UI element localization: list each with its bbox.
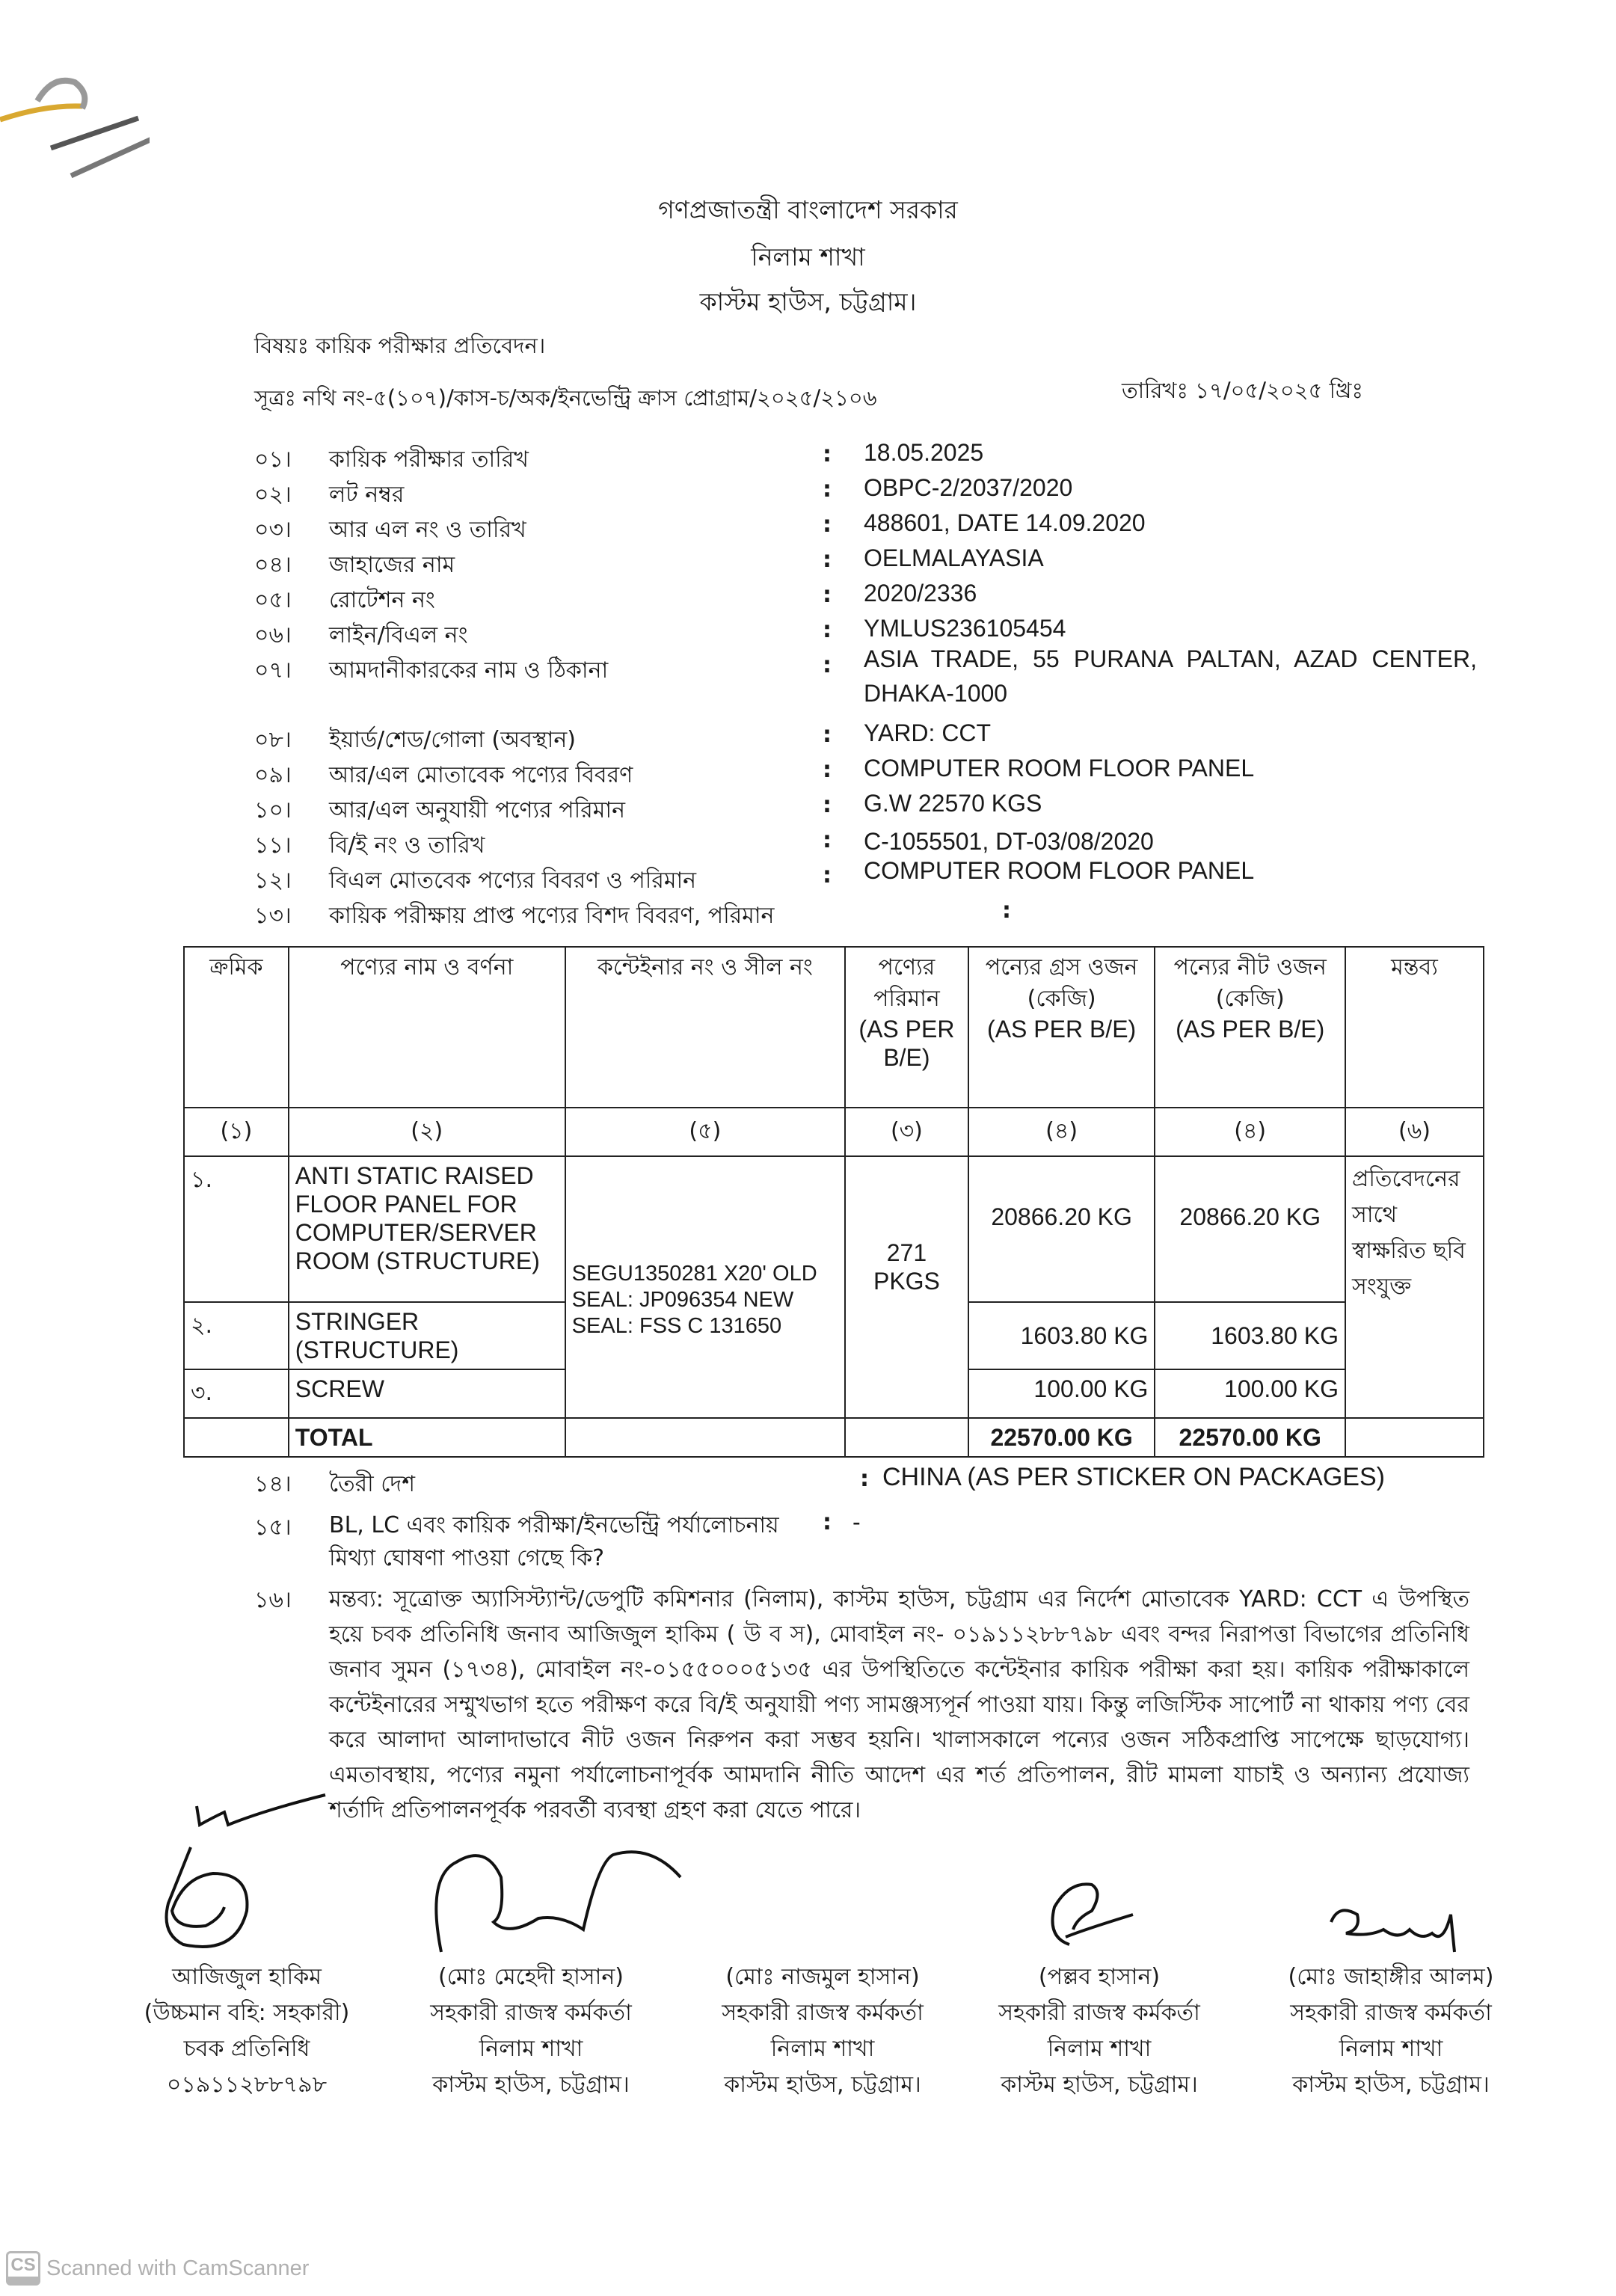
field-number: ০৫।	[254, 587, 292, 613]
field-label: আর/এল অনুযায়ী পণ্যের পরিমান	[329, 797, 625, 823]
field-number: ১০।	[254, 797, 292, 823]
signatory-4	[957, 1959, 1241, 2103]
gross-weight-cell: 1603.80 KG	[968, 1302, 1155, 1369]
field-value: YMLUS236105454	[864, 615, 1066, 642]
signature-1-icon	[138, 1844, 273, 1956]
field-value: C-1055501, DT-03/08/2020	[864, 828, 1154, 855]
field-value: G.W 22570 KGS	[864, 790, 1042, 817]
signatory-org: নিলাম শাখা	[479, 2036, 583, 2062]
colon: :	[823, 476, 832, 503]
column-number: (৫)	[565, 1108, 845, 1156]
signatory-contact: ০১৯১১২৮৮৭৯৮	[166, 2072, 328, 2098]
gross-weight-cell: 100.00 KG	[968, 1369, 1155, 1418]
field-number: ১৫।	[254, 1514, 292, 1541]
net-weight-cell: 1603.80 KG	[1155, 1302, 1345, 1369]
colon: :	[823, 757, 832, 783]
total-label: TOTAL	[289, 1418, 565, 1457]
column-number: (৬)	[1345, 1108, 1484, 1156]
header-text: পণ্যের পরিমান	[873, 954, 940, 1012]
col-header-remarks: মন্তব্য	[1345, 947, 1484, 1108]
initial-mark-icon	[191, 1791, 340, 1836]
government-title: গণপ্রজাতন্ত্রী বাংলাদেশ সরকার	[658, 195, 958, 224]
total-gross-weight: 22570.00 KG	[968, 1418, 1155, 1457]
field-number: ১৪।	[254, 1471, 292, 1497]
field-number: ১১।	[254, 832, 292, 859]
header-text: পন্যের গ্রস ওজন (কেজি)	[985, 954, 1138, 1012]
colon: :	[860, 1466, 869, 1492]
signature-5-icon	[1324, 1900, 1466, 1959]
remarks-cell: প্রতিবেদনের সাথে স্বাক্ষরিত ছবি সংযুক্ত	[1345, 1156, 1484, 1418]
signatory-name: (মোঃ নাজমুল হাসান)	[725, 1964, 920, 1990]
field-value: YARD: CCT	[864, 719, 992, 746]
signatory-org: নিলাম শাখা	[1339, 2036, 1443, 2062]
field-label: লট নম্বর	[329, 482, 405, 508]
field-number: ০৩।	[254, 517, 292, 543]
field-value: COMPUTER ROOM FLOOR PANEL	[864, 755, 1255, 782]
field-number: ০৭।	[254, 657, 292, 684]
signature-4-icon	[1039, 1877, 1152, 1959]
field-value: CHINA (AS PER STICKER ON PACKAGES)	[882, 1463, 1385, 1491]
scanner-watermark	[6, 2251, 309, 2286]
field-number: ০৬।	[254, 622, 292, 648]
field-value: -	[852, 1508, 861, 1535]
colon: :	[823, 582, 832, 608]
colon: :	[823, 617, 832, 643]
colon: :	[823, 512, 832, 538]
item-name-cell: SCREW	[289, 1369, 565, 1418]
field-number: ০২।	[254, 482, 292, 508]
field-label: ইয়ার্ড/শেড/গোলা (অবস্থান)	[329, 727, 576, 753]
field-label: আর/এল মোতাবেক পণ্যের বিবরণ	[329, 762, 633, 788]
signatory-title: সহকারী রাজস্ব কর্মকর্তা	[998, 2000, 1200, 2026]
signatory-office: কাস্টম হাউস, চট্টগ্রাম।	[1292, 2072, 1490, 2098]
field-label: BL, LC এবং কায়িক পরীক্ষা/ইনভেন্ট্রি পর্যালোচনায় মিথ্যা ঘোষণা পাওয়া গেছে কি?	[329, 1512, 779, 1571]
field-value: OBPC-2/2037/2020	[864, 474, 1073, 501]
field-label: তৈরী দেশ	[329, 1471, 415, 1497]
field-number: ০৪।	[254, 552, 292, 578]
reference-line: সূত্রঃ নথি নং-৫(১০৭)/কাস-চ/অক/ইনভেন্ট্রি ক্রাস প্রোগ্রাম/২০২৫/২১০৬	[254, 385, 877, 411]
colon: :	[823, 547, 832, 573]
header-text: (AS PER B/E)	[1176, 1016, 1325, 1043]
column-number: (২)	[289, 1108, 565, 1156]
container-cell: SEGU1350281 X20' OLD SEAL: JP096354 NEW SEAL: FSS C 131650	[565, 1156, 845, 1418]
col-header-serial: ক্রমিক	[184, 947, 289, 1108]
total-net-weight: 22570.00 KG	[1155, 1418, 1345, 1457]
field-label: রোটেশন নং	[329, 587, 435, 613]
signatory-1	[105, 1959, 389, 2103]
subject-line: বিষয়ঃ কায়িক পরীক্ষার প্রতিবেদন।	[254, 333, 546, 358]
serial-cell: ৩.	[184, 1369, 289, 1418]
signatory-title: সহকারী রাজস্ব কর্মকর্তা	[430, 2000, 632, 2026]
field-value: 18.05.2025	[864, 439, 984, 466]
remarks-paragraph: মন্তব্য: সূত্রোক্ত অ্যাসিস্ট্যান্ট/ডেপুটি কমিশনার (নিলাম), কাস্টম হাউস, চট্টগ্রাম এর নির্দেশ মোতাবেক YARD: CCT এ উপস্থিত হয়ে চবক প্রতিনিধি জনাব আজিজুল হাকিম ( উ ব স), মোবাইল নং- ০১৯১১২৮৮৭৯৮ এবং বন্দর নিরাপত্তা বিভাগের প্রতিনিধি জনাব সুমন (১৭৩৪), মোবাইল নং-০১৫৫০০০৫১৩৫ এর উপস্থিতিতে কন্টেইনার কায়িক পরীক্ষা করা হয়। কায়িক পরীক্ষাকালে কন্টেইনারের সম্মুখভাগ হতে পরীক্ষণ করে বি/ই অনুযায়ী পণ্য সামঞ্জস্যপূর্ন পাওয়া যায়। কিন্তু লজিস্টিক সাপোর্ট না থাকায় পণ্য বের করে আলাদা আলাদাভাবে নীট ওজন নিরুপন করা সম্ভব হয়নি। খালাসকালে পন্যের ওজন সঠিকপ্রাপ্তি সাপেক্ষে ছাড়যোগ্য। এমতাবস্থায়, পণ্যের নমুনা পর্যালোচনাপূর্বক আমদানি নীতি আদেশ এর শর্ত প্রতিপালন, রীট মামলা যাচাই ও অন্যান্য প্রযোজ্য শর্তাদি প্রতিপালনপূর্বক পরবর্তী ব্যবস্থা গ্রহণ করা যেতে পারে।	[329, 1586, 1469, 1823]
signature-2-icon	[426, 1847, 725, 1959]
signatory-5	[1249, 1959, 1533, 2103]
empty-cell	[845, 1418, 968, 1457]
signatory-org: নিলাম শাখা	[770, 2036, 875, 2062]
colon: :	[823, 827, 832, 853]
table-row	[184, 1156, 1484, 1302]
item-name-cell: STRINGER (STRUCTURE)	[289, 1302, 565, 1369]
header-text: (AS PER B/E)	[858, 1016, 955, 1071]
field-label: জাহাজের নাম	[329, 552, 455, 578]
net-weight-cell: 100.00 KG	[1155, 1369, 1345, 1418]
colon: :	[823, 862, 832, 888]
col-header-net-weight	[1155, 947, 1345, 1108]
field-value: 2020/2336	[864, 580, 977, 607]
colon: :	[823, 792, 832, 818]
document-date: তারিখঃ ১৭/০৫/২০২৫ খ্রিঃ	[1122, 378, 1363, 403]
gross-weight-cell: 20866.20 KG	[968, 1156, 1155, 1302]
column-number: (১)	[184, 1108, 289, 1156]
field-value: 488601, DATE 14.09.2020	[864, 509, 1146, 536]
colon: :	[1002, 897, 1011, 924]
column-number: (৪)	[968, 1108, 1155, 1156]
branch-title: নিলাম শাখা	[751, 242, 865, 271]
field-number: ১২।	[254, 868, 292, 894]
col-header-quantity	[845, 947, 968, 1108]
signatory-2	[389, 1959, 673, 2103]
camscanner-logo-icon: CS	[6, 2251, 40, 2286]
field-label: বি/ই নং ও তারিখ	[329, 832, 485, 859]
item-name-cell: ANTI STATIC RAISED FLOOR PANEL FOR COMPUTER/SERVER ROOM (STRUCTURE)	[289, 1156, 565, 1302]
signatory-office: কাস্টম হাউস, চট্টগ্রাম।	[1001, 2072, 1198, 2098]
field-number: ০১।	[254, 446, 292, 473]
table-header-row	[184, 947, 1484, 1108]
net-weight-cell: 20866.20 KG	[1155, 1156, 1345, 1302]
signatory-office: কাস্টম হাউস, চট্টগ্রাম।	[432, 2072, 630, 2098]
table-total-row	[184, 1418, 1484, 1457]
field-number: ০৮।	[254, 727, 292, 753]
watermark-text: Scanned with CamScanner	[46, 2256, 310, 2280]
empty-cell	[184, 1418, 289, 1457]
signatory-org: নিলাম শাখা	[1047, 2036, 1152, 2062]
colon: :	[823, 441, 832, 467]
serial-cell: ২.	[184, 1302, 289, 1369]
goods-table	[183, 946, 1484, 1458]
field-value: COMPUTER ROOM FLOOR PANEL	[864, 857, 1255, 884]
office-title: কাস্টম হাউস, চট্টগ্রাম।	[699, 287, 917, 316]
field-value: ASIA TRADE, 55 PURANA PALTAN, AZAD CENTER, DHAKA-1000	[864, 645, 1477, 707]
signatory-name: (মোঃ মেহেদী হাসান)	[438, 1964, 624, 1990]
empty-cell	[1345, 1418, 1484, 1457]
field-value: OELMALAYASIA	[864, 544, 1044, 571]
signatory-name: (মোঃ জাহাঙ্গীর আলম)	[1288, 1964, 1494, 1990]
col-header-name: পণ্যের নাম ও বর্ণনা	[289, 947, 565, 1108]
signatory-title: সহকারী রাজস্ব কর্মকর্তা	[722, 2000, 924, 2026]
signatory-office: কাস্টম হাউস, চট্টগ্রাম।	[724, 2072, 921, 2098]
col-header-gross-weight	[968, 947, 1155, 1108]
field-label: কায়িক পরীক্ষায় প্রাপ্ত পণ্যের বিশদ বিবরণ, পরিমান	[329, 903, 775, 929]
field-label: লাইন/বিএল নং	[329, 622, 468, 648]
signatory-name: আজিজুল হাকিম	[172, 1964, 322, 1990]
staple-mark-icon	[0, 52, 150, 179]
field-number: ০৯।	[254, 762, 292, 788]
colon: :	[823, 722, 832, 748]
column-number: (৪)	[1155, 1108, 1345, 1156]
header-text: পন্যের নীট ওজন (কেজি)	[1173, 954, 1327, 1012]
quantity-cell: 271 PKGS	[845, 1156, 968, 1418]
field-number: ১৩।	[254, 903, 292, 929]
signatory-name: (পল্লব হাসান)	[1038, 1964, 1161, 1990]
field-label: কায়িক পরীক্ষার তারিখ	[329, 446, 529, 473]
empty-cell	[565, 1418, 845, 1457]
column-number-row	[184, 1108, 1484, 1156]
signatory-org: চবক প্রতিনিধি	[183, 2036, 310, 2062]
colon: :	[823, 652, 832, 678]
col-header-container: কন্টেইনার নং ও সীল নং	[565, 947, 845, 1108]
header-text: (AS PER B/E)	[987, 1016, 1137, 1043]
serial-cell: ১.	[184, 1156, 289, 1302]
field-label: আর এল নং ও তারিখ	[329, 517, 526, 543]
field-label: বিএল মোতবেক পণ্যের বিবরণ ও পরিমান	[329, 868, 697, 894]
column-number: (৩)	[845, 1108, 968, 1156]
field-label: আমদানীকারকের নাম ও ঠিকানা	[329, 657, 609, 684]
signatory-title: সহকারী রাজস্ব কর্মকর্তা	[1290, 2000, 1492, 2026]
remarks-number: ১৬।	[254, 1587, 292, 1613]
colon: :	[823, 1509, 832, 1535]
signatory-3	[680, 1959, 965, 2103]
signatory-title: (উচ্চমান বহি: সহকারী)	[144, 2000, 350, 2026]
